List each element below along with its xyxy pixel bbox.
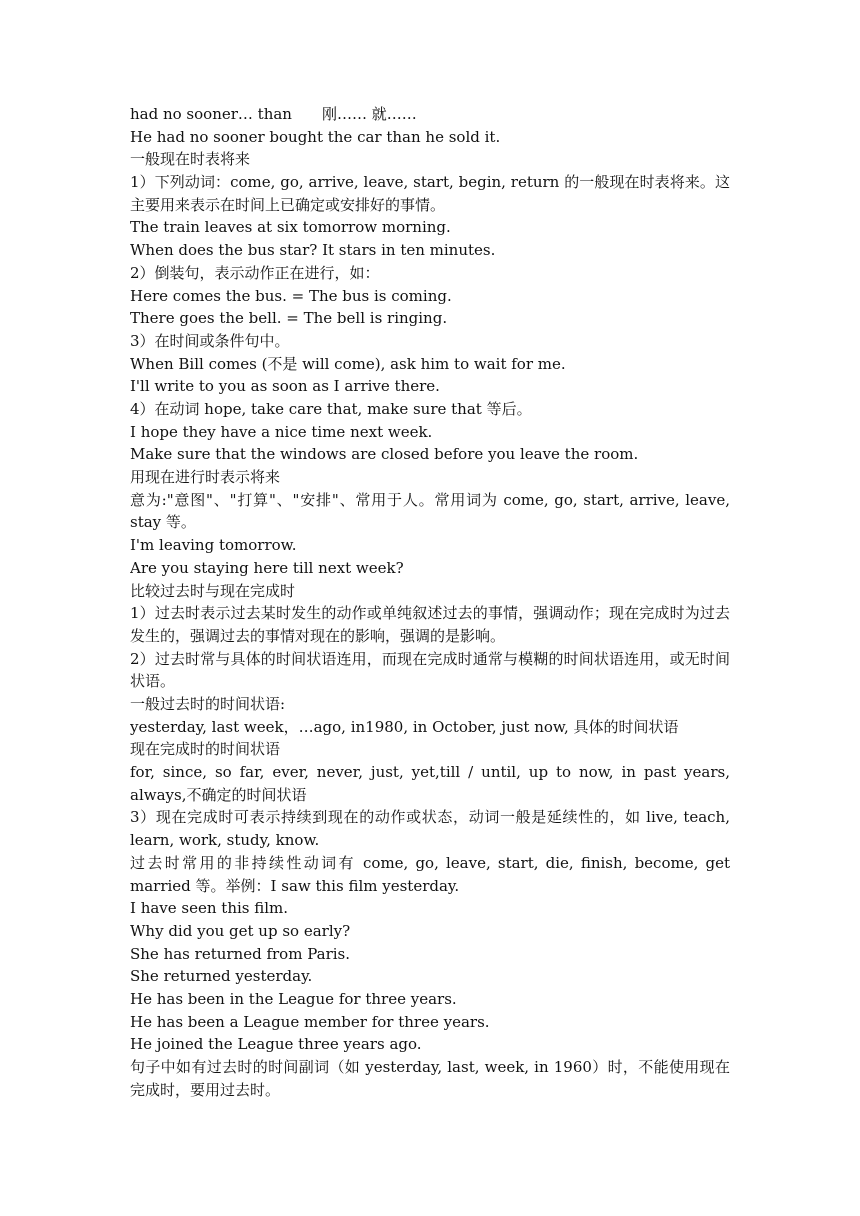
text-line: 4）在动词 hope, take care that, make sure that 等后。 <box>130 399 532 418</box>
text-line: 2）倒装句，表示动作正在进行，如： <box>130 263 380 282</box>
text-line: 3）在时间或条件句中。 <box>130 331 290 350</box>
text-line-part: had no sooner… than <box>130 105 292 123</box>
text-line <box>130 103 730 126</box>
example-sentence: When Bill comes (不是 will come), ask him to wait for me. <box>130 354 566 373</box>
example-sentence: He has been a League member for three years. <box>130 1012 490 1031</box>
section-heading: 比较过去时与现在完成时 <box>130 581 296 600</box>
example-sentence: Make sure that the windows are closed before you leave the room. <box>130 445 639 464</box>
example-sentence: Are you staying here till next week? <box>130 558 404 577</box>
text-line: 一般过去时的时间状语: <box>130 695 286 713</box>
text-paragraph: 2）过去时常与具体的时间状语连用，而现在完成时通常与模糊的时间状语连用，或无时间状语。 <box>130 649 730 691</box>
example-sentence: She returned yesterday. <box>130 967 313 986</box>
text-line: 现在完成时的时间状语 <box>130 740 281 759</box>
example-sentence: He joined the League three years ago. <box>130 1035 422 1054</box>
text-paragraph: for, since, so far, ever, never, just, yet,till / until, up to now, in past years, always,不确定的时间状语 <box>130 763 730 804</box>
section-heading: 用现在进行时表示将来 <box>130 468 281 487</box>
text-paragraph: 过去时常用的非持续性动词有 come, go, leave, start, die, finish, become, get married 等。举例：I saw this film yesterday. <box>130 853 730 895</box>
example-sentence: I have seen this film. <box>130 899 289 918</box>
text-paragraph: 1）下列动词：come, go, arrive, leave, start, begin, return 的一般现在时表将来。这主要用来表示在时间上已确定或安排好的事情。 <box>130 173 730 214</box>
section-heading: 一般现在时表将来 <box>130 150 251 169</box>
example-sentence: Why did you get up so early? <box>130 921 351 940</box>
example-sentence: I hope they have a nice time next week. <box>130 422 433 441</box>
example-sentence: There goes the bell. = The bell is ringing. <box>130 309 448 328</box>
text-paragraph: 3）现在完成时可表示持续到现在的动作或状态，动词一般是延续性的，如 live, teach, learn, work, study, know. <box>130 808 730 850</box>
example-sentence: She has returned from Paris. <box>130 944 351 963</box>
document-body <box>130 103 730 1102</box>
text-paragraph: 1）过去时表示过去某时发生的动作或单纯叙述过去的事情，强调动作；现在完成时为过去发生的，强调过去的事情对现在的影响，强调的是影响。 <box>130 604 730 645</box>
text-paragraph: 意为:"意图"、"打算"、"安排"、常用于人。常用词为 come, go, start, arrive, leave, stay 等。 <box>130 490 730 532</box>
text-paragraph: 句子中如有过去时的时间副词（如 yesterday, last, week, in 1960）时，不能使用现在完成时，要用过去时。 <box>130 1058 730 1099</box>
example-sentence: The train leaves at six tomorrow morning. <box>130 218 451 237</box>
example-sentence: He has been in the League for three years. <box>130 990 457 1009</box>
example-sentence: I'm leaving tomorrow. <box>130 536 297 555</box>
example-sentence: I'll write to you as soon as I arrive there. <box>130 377 440 396</box>
text-line: yesterday, last week，…ago, in1980, in October, just now, 具体的时间状语 <box>130 717 679 736</box>
example-sentence: When does the bus star? It stars in ten minutes. <box>130 241 496 260</box>
example-sentence: Here comes the bus. = The bus is coming. <box>130 286 452 305</box>
text-line: He had no sooner bought the car than he sold it. <box>130 127 501 146</box>
text-line-part: 刚…… 就…… <box>321 105 417 123</box>
